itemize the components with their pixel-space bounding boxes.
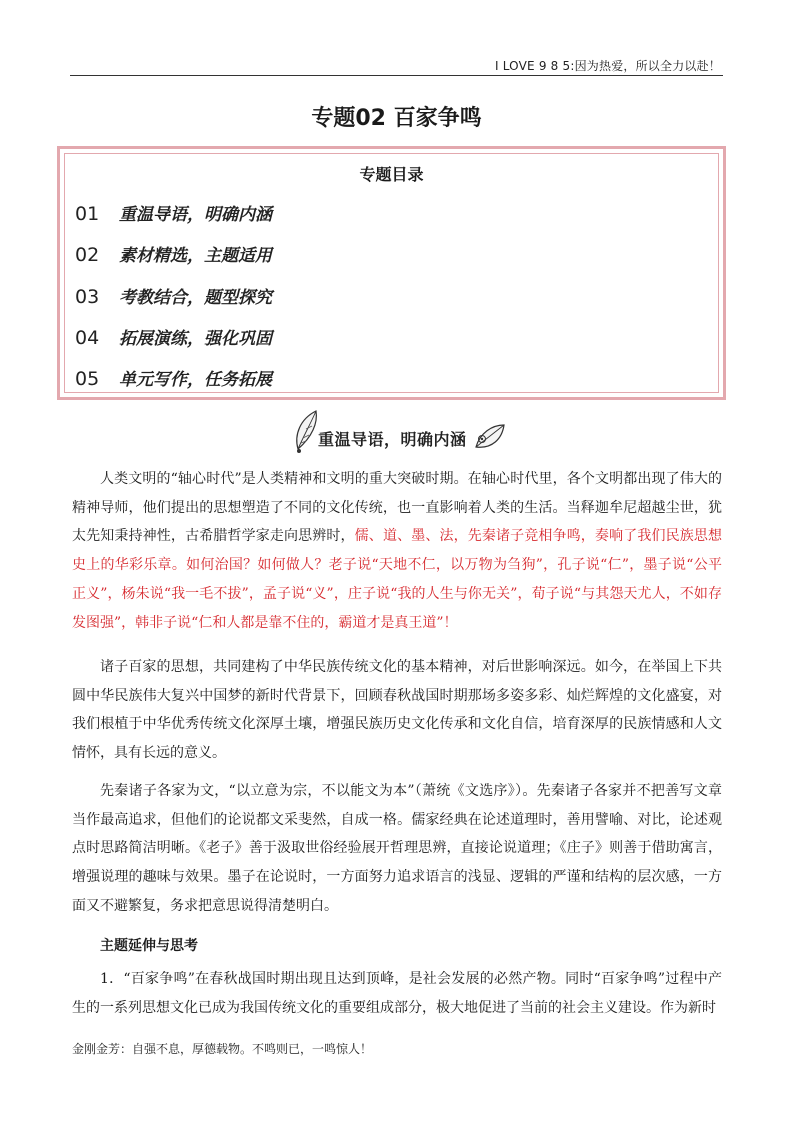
toc-item-number: 03 — [75, 286, 100, 308]
section-banner — [290, 405, 510, 455]
toc-box — [57, 146, 726, 400]
toc-item-number: 05 — [75, 368, 100, 390]
toc-item-label: 单元写作，任务拓展 — [119, 370, 272, 390]
intro-paragraph-2: 诸子百家的思想，共同建构了中华民族传统文化的基本精神，对后世影响深远。如今，在举国上下共圆中华民族伟大复兴中国梦的新时代背景下，回顾春秋战国时期那场多姿多彩、灿烂辉煌的文化盛宴，对我们根植于中华优秀传统文化深厚土壤，增强民族历史文化传承和文化自信，培育深厚的民族情感和人文情怀，具有长远的意义。 — [72, 659, 722, 762]
page-title: 专题02 百家争鸣 — [311, 106, 482, 131]
intro-paragraph-1-text: 人类文明的“轴心时代”是人类精神和文明的重大突破时期。在轴心时代里，各个文明都出现了伟大的精神导师，他们提出的思想塑造了不同的文化传统，也一直影响着人类的生活。当释迦牟尼超越尘世，犹太先知秉持神性，古希腊哲学家走向思辨时， — [72, 471, 722, 545]
toc-heading: 专题目录 — [359, 165, 424, 184]
intro-paragraph-1 — [72, 465, 722, 637]
toc-item-number: 04 — [75, 327, 100, 349]
toc-item-label: 重温导语，明确内涵 — [119, 205, 272, 225]
toc-inner-border — [64, 153, 719, 393]
toc-item-number: 02 — [75, 244, 100, 266]
toc-item-5[interactable] — [75, 365, 272, 390]
footer-motto: 金刚金芳：自强不息，厚德载物。不鸣则已，一鸣惊人！ — [72, 1042, 373, 1056]
header-motto: I LOVE 9 8 5:因为热爱，所以全力以赴！ — [494, 59, 721, 73]
extension-paragraph-1: 1．“百家争鸣”在春秋战国时期出现且达到顶峰，是社会发展的必然产物。同时“百家争鸣”过程中产生的一系列思想文化已成为我国传统文化的重要组成部分，极大地促进了当前的社会主义建设。作为新时 — [72, 971, 722, 1016]
toc-item-label: 素材精选，主题适用 — [119, 246, 272, 266]
toc-item-number: 01 — [75, 203, 100, 225]
intro-paragraph-3: 先秦诸子各家为文，“以立意为宗，不以能文为本”（萧统《文选序》）。先秦诸子各家并不把善写文章当作最高追求，但他们的论说都文采斐然，自成一格。儒家经典在论述道理时，善用譬喻、对比，论述观点时思路简洁明晰。《老子》善于汲取世俗经验展开哲理思辨，直接论说道理；《庄子》则善于借助寓言，增强说理的趣味与效果。墨子在论说时，一方面努力追求语言的浅显、逻辑的严谨和结构的层次感，一方面又不避繁复，务求把意思说得清楚明白。 — [72, 783, 722, 914]
header-rule — [70, 75, 723, 76]
subheading: 主题延伸与思考 — [100, 938, 198, 954]
toc-item-label: 拓展演练，强化巩固 — [119, 329, 272, 349]
toc-item-1[interactable] — [75, 200, 272, 225]
toc-item-2[interactable] — [75, 241, 272, 266]
toc-item-4[interactable] — [75, 324, 272, 349]
section-banner-title: 重温导语，明确内涵 — [318, 430, 467, 449]
toc-item-3[interactable] — [75, 283, 272, 308]
leaf-ornament-right-icon — [470, 417, 510, 457]
toc-item-label: 考教结合，题型探究 — [119, 288, 272, 308]
intro-paragraph-1-highlight: 儒、道、墨、法，先秦诸子竞相争鸣，奏响了我们民族思想史上的华彩乐章。如何治国？如何做人？老子说“天地不仁，以万物为刍狗”，孔子说“仁”，墨子说“公平正义”，杨朱说“我一毛不拔”，孟子说“义”，庄子说“我的人生与你无关”，荀子说“与其怨天尤人，不如存发图强”，韩非子说“仁和人都是靠不住的，霸道才是真王道”！ — [72, 528, 723, 631]
